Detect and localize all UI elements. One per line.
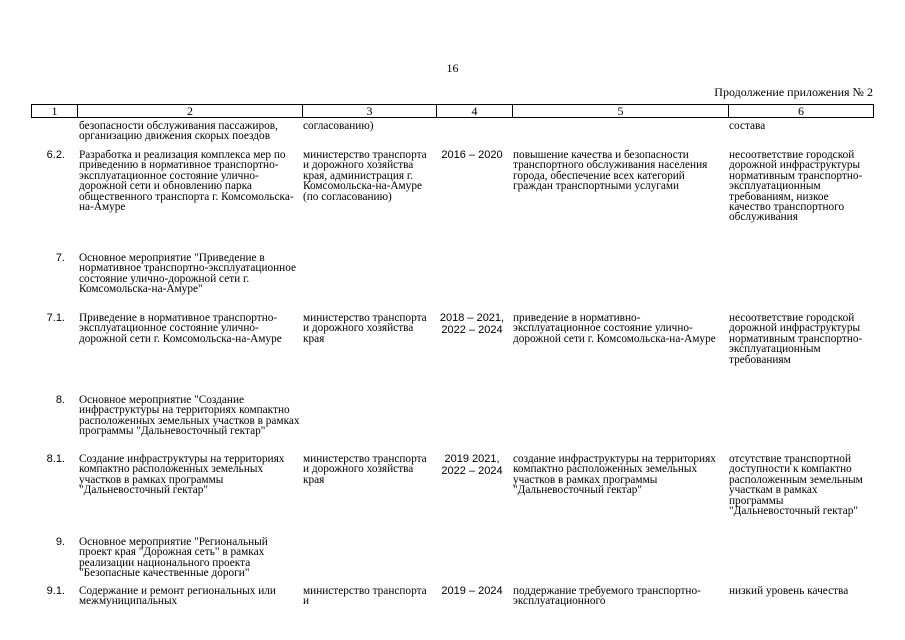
row-number: 9.	[55, 536, 65, 548]
header-col-6: 6	[729, 105, 874, 118]
row-number: 6.2.	[46, 149, 65, 161]
expected-result: повышение качества и безопасности транспортного обслуживания населения города, обеспечение всех категорий граждан транспортными услугами	[513, 149, 708, 193]
header-col-4: 4	[437, 105, 513, 118]
consequence: несоответствие городской дорожной инфраструктуры нормативным транспортно-эксплуатационным требованиям	[729, 312, 863, 366]
expected-result: поддержание требуемого транспортно-эксплуатационного	[513, 585, 701, 608]
measure-name: Содержание и ремонт региональных или межмуниципальных	[79, 585, 276, 608]
measure-name: Создание инфраструктуры на территориях компактно расположенных земельных участков в рамках программы "Дальневосточный гектар"	[79, 453, 285, 497]
measure-name: безопасности обслуживания пассажиров, организацию движения скорых поездов	[79, 120, 278, 143]
header-col-2: 2	[78, 105, 303, 118]
row-number: 8.1.	[46, 453, 65, 465]
measure-name: Основное мероприятие "Региональный проект края "Дорожная сеть" в рамках реализации национального проекта "Безопасные качественные дороги"	[79, 536, 268, 580]
continuation-note: Продолжение приложения № 2	[714, 85, 873, 99]
period: 2019 2021, 2022 – 2024	[441, 453, 503, 477]
period: 2016 – 2020	[441, 149, 503, 161]
consequence: отсутствие транспортной доступности к компактно расположенным земельным участкам в рамках программы "Дальневосточный гектар"	[729, 453, 863, 518]
row-number: 9.1.	[46, 585, 65, 597]
header-col-3: 3	[303, 105, 437, 118]
measure-name: Основное мероприятие "Приведение в нормативное транспортно-эксплуатационное состояние улично-дорожной сети г. Комсомольска-на-Амуре"	[79, 252, 297, 296]
consequence: несоответствие городской дорожной инфраструктуры нормативным транспортно-эксплуатационным требованиям, низкое качество транспортного обслуживания	[729, 149, 863, 224]
executor: министерство транспорта и дорожного хозяйства края, администрация г. Комсомольска-на-Амуре (по согласованию)	[303, 149, 427, 203]
row-number: 7.1.	[46, 312, 65, 324]
executor: министерство транспорта и дорожного хозяйства края	[303, 453, 427, 486]
measure-name: Основное мероприятие "Создание инфраструктуры на территориях компактно расположенных земельных участков в рамках программы "Дальневосточный гектар"	[79, 394, 300, 438]
row-number: 8.	[55, 394, 65, 406]
executor: согласованию)	[303, 120, 374, 132]
column-number-header	[31, 104, 874, 118]
consequence: состава	[729, 120, 766, 132]
row-number: 7.	[55, 252, 65, 264]
measure-name: Разработка и реализация комплекса мер по приведению в нормативное транспортно-эксплуатационное состояние улично-дорожной сети и обновлению парка общественного транспорта г. Комсомольска-на-Амуре	[79, 149, 294, 214]
period: 2019 – 2024	[441, 585, 503, 597]
period: 2018 – 2021, 2022 – 2024	[439, 312, 505, 336]
expected-result: приведение в нормативно-эксплуатационное состояние улично-дорожной сети г. Комсомольска-на-Амуре	[513, 312, 716, 345]
expected-result: создание инфраструктуры на территориях компактно расположенных земельных участков в рамках программы "Дальневосточный гектар"	[513, 453, 716, 497]
header-col-1: 1	[32, 105, 78, 118]
measure-name: Приведение в нормативное транспортно-эксплуатационное состояние улично-дорожной сети г. Комсомольска-на-Амуре	[79, 312, 282, 345]
page-number: 16	[446, 61, 459, 75]
consequence: низкий уровень качества	[729, 585, 849, 597]
header-col-5: 5	[513, 105, 729, 118]
executor: министерство транспорта и дорожного хозяйства края	[303, 312, 427, 345]
executor: министерство транспорта и	[303, 585, 427, 608]
